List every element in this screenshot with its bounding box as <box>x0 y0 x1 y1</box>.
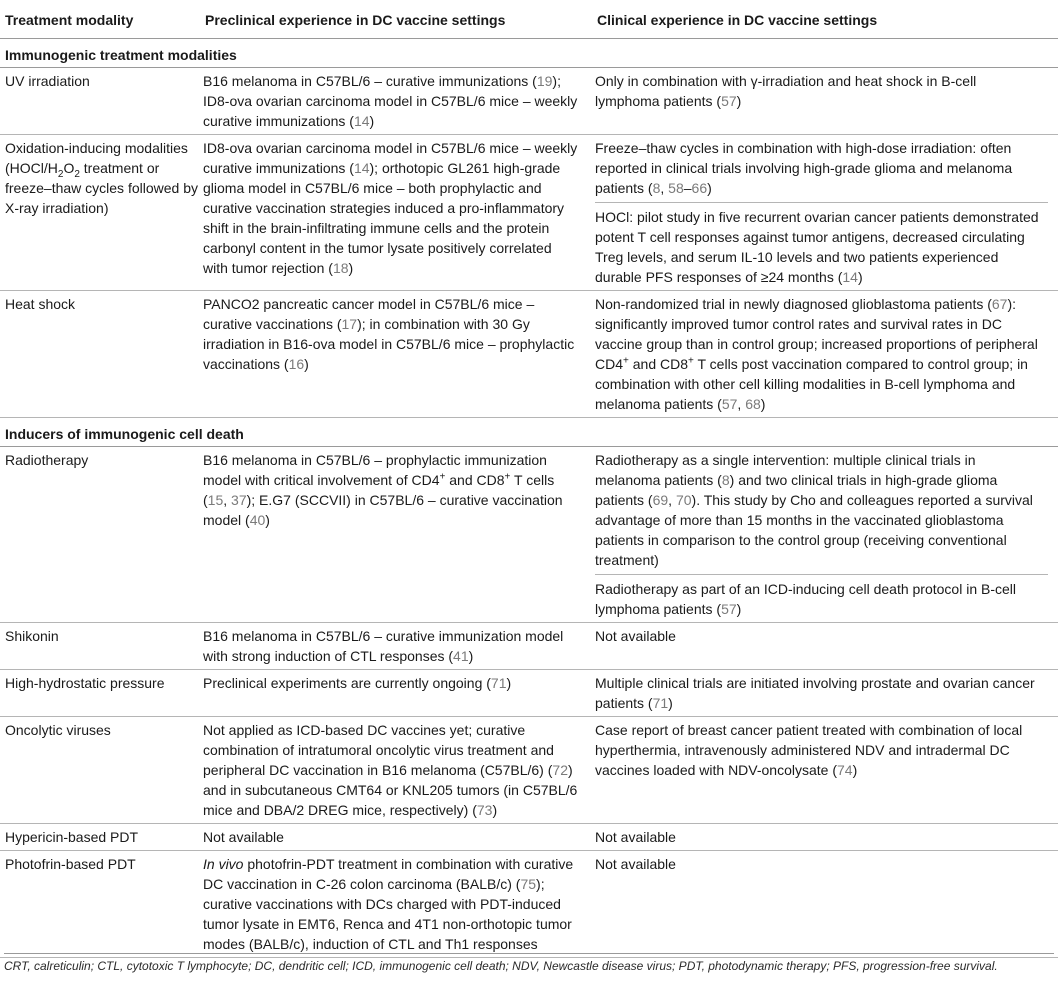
clinical-text-protocol: Radiotherapy as part of an ICD-inducing cell death protocol in B-cell lymphoma patients (57) <box>595 574 1048 619</box>
modality-cell: Radiotherapy <box>0 447 200 623</box>
clinical-text-hocl: HOCl: pilot study in five recurrent ovarian cancer patients demonstrated potent T cell responses against tumor antigens, decreased circulating Treg levels, and serum IL-10 levels and two patients experienced durable PFS responses of ≥24 months (14) <box>595 202 1048 287</box>
preclinical-text: Preclinical experiments are currently ongoing (71) <box>203 675 512 691</box>
table-row-oxidation <box>0 135 1058 291</box>
preclinical-cell <box>200 851 592 958</box>
table-row-heat-shock <box>0 291 1058 418</box>
preclinical-text: B16 melanoma in C57BL/6 – curative immunizations (19); ID8-ova ovarian carcinoma model in C57BL/6 mice – weekly curative immunizations (14) <box>203 73 578 129</box>
clinical-text: Case report of breast cancer patient treated with combination of local hyperthermia, intravenously administered NDV and intradermal DC vaccines loaded with NDV-oncolysate (74) <box>595 722 1023 778</box>
clinical-cell <box>592 135 1058 291</box>
table-row-shikonin <box>0 623 1058 670</box>
modality-cell: Oxidation-inducing modalities ($HOCl/H_2O_2$ treatment or freeze–thaw cycles followed by X-ray irradiation) <box>0 135 200 291</box>
clinical-text: Only in combination with γ-irradiation and heat shock in B-cell lymphoma patients (57) <box>595 73 977 109</box>
modality-cell: Hypericin-based PDT <box>0 824 200 851</box>
clinical-cell <box>592 623 1058 670</box>
clinical-text: Not available <box>595 856 676 872</box>
preclinical-cell <box>200 670 592 717</box>
clinical-text-freeze-thaw: Freeze–thaw cycles in combination with high-dose irradiation: often reported in clinical trials involving high-grade glioma and melanoma patients (8, 58–66) <box>595 140 1013 196</box>
preclinical-text: Not applied as ICD-based DC vaccines yet; curative combination of intratumoral oncolytic virus treatment and peripheral DC vaccination in B16 melanoma (C57BL/6) (72) and in subcutaneous CMT64 or KNL205 tumors (in C57BL/6 mice and DBA/2 DREG mice, respectively) (73) <box>203 722 578 818</box>
preclinical-text: PANCO2 pancreatic cancer model in C57BL/6 mice – curative vaccinations (17); in combination with 30 Gy irradiation in B16-ova model in C57BL/6 mice – prophylactic vaccinations (16) <box>203 296 575 372</box>
clinical-text: Not available <box>595 829 676 845</box>
table-row-radiotherapy <box>0 447 1058 623</box>
group-row-immunogenic <box>0 39 1058 68</box>
preclinical-text: In vivo photofrin-PDT treatment in combination with curative DC vaccination in C-26 colon carcinoma (BALB/c) (75); curative vaccinations with DCs charged with PDT-induced tumor lysate in EMT6, Renca and 4T1 non-orthotopic tumor modes (BALB/c), induction of CTL and Th1 responses <box>203 856 574 952</box>
preclinical-text: ID8-ova ovarian carcinoma model in C57BL/6 mice – weekly curative immunizations (14); orthotopic GL261 high-grade glioma model in C57BL/6 mice – both prophylactic and curative vaccination strategies induced a pro-inflammatory shift in the brain-infiltrating immune cells and the protein carbonyl content in the tumor lysate positively correlated with tumor rejection (18) <box>203 140 578 276</box>
preclinical-cell <box>200 824 592 851</box>
header-preclinical: Preclinical experience in DC vaccine settings <box>200 0 592 39</box>
clinical-cell <box>592 670 1058 717</box>
clinical-text: Not available <box>595 628 676 644</box>
preclinical-text: B16 melanoma in C57BL/6 – curative immunization model with strong induction of CTL responses (41) <box>203 628 564 664</box>
clinical-cell <box>592 291 1058 418</box>
modality-cell: UV irradiation <box>0 68 200 135</box>
table-row-hhp <box>0 670 1058 717</box>
clinical-cell <box>592 824 1058 851</box>
table-row-oncolytic <box>0 717 1058 824</box>
header-clinical: Clinical experience in DC vaccine settings <box>592 0 1058 39</box>
group-label: Immunogenic treatment modalities <box>0 39 1058 68</box>
header-row <box>0 0 1058 39</box>
preclinical-cell <box>200 447 592 623</box>
table-row-uv <box>0 68 1058 135</box>
clinical-cell <box>592 717 1058 824</box>
preclinical-cell <box>200 291 592 418</box>
table-row-photofrin <box>0 851 1058 958</box>
preclinical-cell <box>200 623 592 670</box>
clinical-cell <box>592 68 1058 135</box>
group-row-icd <box>0 418 1058 447</box>
clinical-text: Non-randomized trial in newly diagnosed glioblastoma patients (67): significantly improved tumor control rates and survival rates in DC vaccine group than in control group; increased proportions of peripheral CD4+ and CD8+ T cells post vaccination compared to control group; in combination with other cell killing modalities in B-cell lymphoma and melanoma patients (57, 68) <box>595 296 1038 412</box>
clinical-cell <box>592 447 1058 623</box>
modality-cell: High-hydrostatic pressure <box>0 670 200 717</box>
header-treatment-modality: Treatment modality <box>0 0 200 39</box>
table-row-hypericin <box>0 824 1058 851</box>
preclinical-text: Not available <box>203 829 284 845</box>
preclinical-cell <box>200 135 592 291</box>
preclinical-text: B16 melanoma in C57BL/6 – prophylactic immunization model with critical involvement of CD4+ and CD8+ T cells (15, 37); E.G7 (SCCVII) in C57BL/6 – curative vaccination model (40) <box>203 452 563 528</box>
preclinical-cell <box>200 68 592 135</box>
table-footnote: CRT, calreticulin; CTL, cytotoxic T lymphocyte; DC, dendritic cell; ICD, immunogenic cell death; NDV, Newcastle disease virus; PDT, photodynamic therapy; PFS, progression-free survival. <box>4 953 1054 975</box>
modality-cell: Photofrin-based PDT <box>0 851 200 958</box>
modality-cell: Oncolytic viruses <box>0 717 200 824</box>
modality-cell: Heat shock <box>0 291 200 418</box>
group-label: Inducers of immunogenic cell death <box>0 418 1058 447</box>
preclinical-cell <box>200 717 592 824</box>
clinical-text: Multiple clinical trials are initiated involving prostate and ovarian cancer patients (71) <box>595 675 1035 711</box>
modality-cell: Shikonin <box>0 623 200 670</box>
clinical-text-single: Radiotherapy as a single intervention: multiple clinical trials in melanoma patients (8) and two clinical trials in high-grade glioma patients (69, 70). This study by Cho and colleagues reported a survival advantage of more than 15 months in the vaccinated glioblastoma patients in comparison to the control group (receiving conventional treatment) <box>595 452 1033 568</box>
clinical-cell <box>592 851 1058 958</box>
